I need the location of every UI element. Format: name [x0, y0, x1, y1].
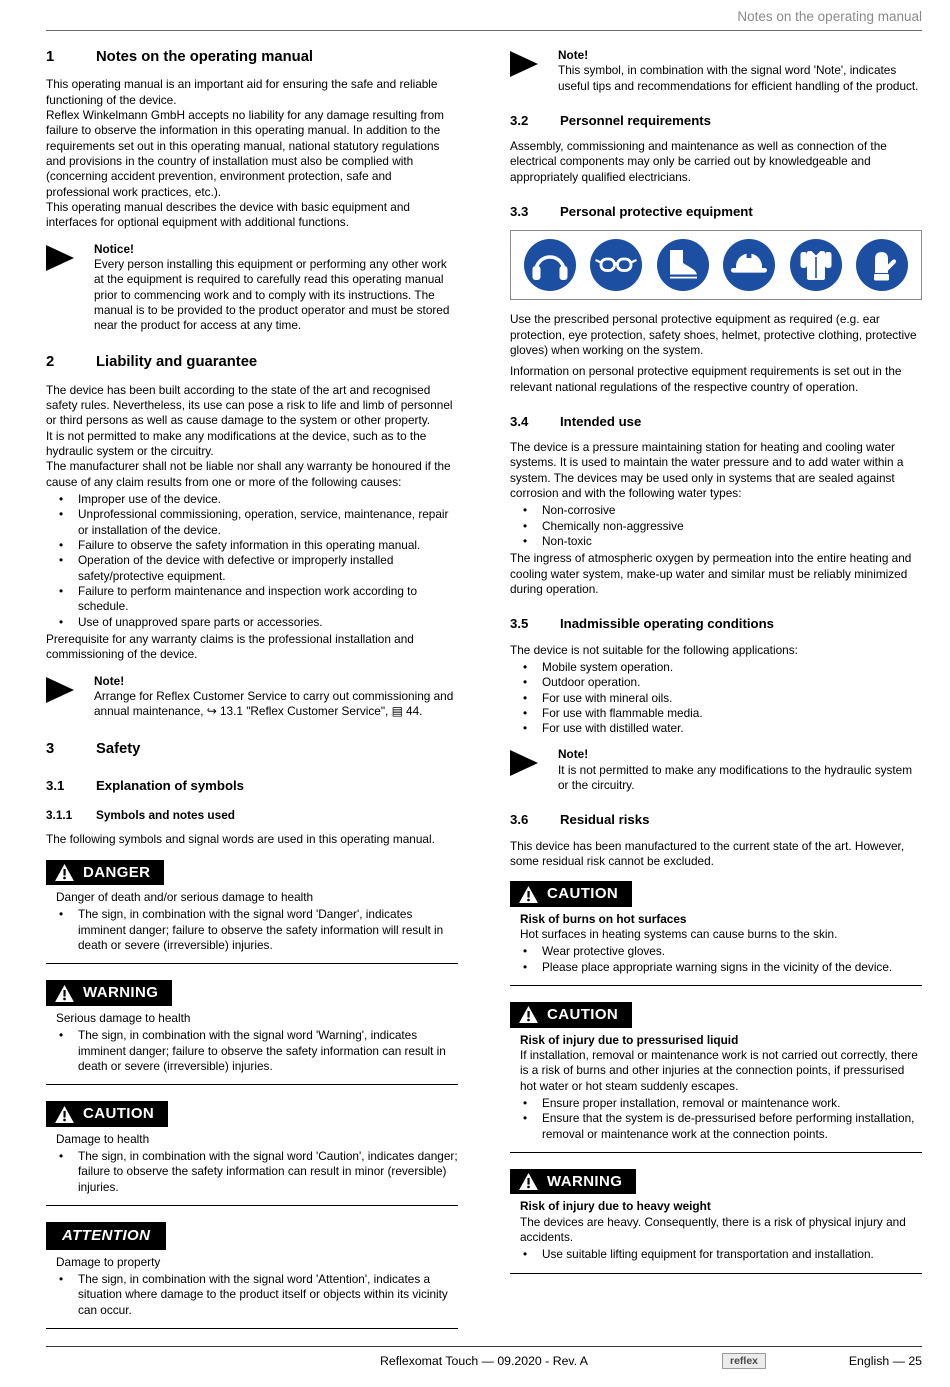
list-item: • Use of unapproved spare parts or accessories.: [46, 615, 458, 630]
note-block: [46, 674, 458, 720]
attention-box: [46, 1222, 458, 1329]
signal-word: CAUTION: [83, 1105, 155, 1123]
list-item: • Outdoor operation.: [510, 675, 922, 690]
caution-burns-box: [510, 881, 922, 986]
section-3-5-heading: [510, 615, 922, 632]
warning-triangle-icon: [55, 985, 74, 1002]
warning-label: [510, 1169, 636, 1195]
note-block: [510, 48, 922, 94]
section-title: Symbols and notes used: [96, 808, 235, 822]
paragraph: The device has been built according to the state of the art and recognised safety rules. Nevertheless, its use can pose a risk to life and limb of personnel or third persons as well as cause damage to the system or other property.: [46, 382, 453, 428]
notice-text: Every person installing this equipment or performing any other work at the equipment is required to carefully read this operating manual prior to commencing work and to comply with its instructions. The manual is to be provided to the product operator and must be stored near the product for access at any time.: [94, 256, 450, 333]
paragraph: This device has been manufactured to the current state of the art. However, some residual risk cannot be excluded.: [510, 838, 905, 868]
hazard-list: [46, 907, 458, 953]
section-3-2-heading: [510, 112, 922, 129]
list-item: • Operation of the device with defective or improperly installed safety/protective equipment.: [46, 553, 458, 584]
list-item: • The sign, in combination with the signal word 'Caution', indicates danger; failure to observe the safety information can result in minor (reversible) injuries.: [46, 1149, 458, 1195]
hazard-heading: Danger of death and/or serious damage to health: [56, 890, 314, 905]
section-number: 3.1: [46, 777, 65, 793]
list-item: • Ensure proper installation, removal or maintenance work.: [510, 1096, 922, 1111]
warning-triangle-icon: [55, 1106, 74, 1123]
right-column: [510, 48, 922, 1345]
hazard-heading: Serious damage to health: [56, 1010, 191, 1025]
note-arrow-icon: [510, 51, 538, 77]
paragraph: The following symbols and signal words are used in this operating manual.: [46, 832, 435, 847]
paragraph: It is not permitted to make any modifications at the device, such as to the hydraulic system or the circuitry.: [46, 428, 427, 459]
list-item: • Mobile system operation.: [510, 660, 922, 675]
section-3-6-heading: [510, 811, 922, 828]
signal-word: WARNING: [547, 1172, 623, 1190]
hazard-text: If installation, removal or maintenance work is not carried out correctly, there is a risk of burns and other injuries at the connection points, if pressurised hot water or hot steam suddenly escapes.: [520, 1047, 918, 1093]
list-item: • Non-toxic: [510, 534, 922, 549]
list-item: • Wear protective gloves.: [510, 944, 922, 959]
section-title: Personal protective equipment: [560, 204, 753, 220]
inadmissible-list: [510, 660, 922, 737]
signal-word: CAUTION: [547, 1006, 619, 1024]
note-label: Note!: [558, 747, 589, 762]
caution-box: [46, 1101, 458, 1206]
list-item: • The sign, in combination with the signal word 'Warning', indicates imminent danger; failure to observe the safety information can result in death or severe (irreversible) injuries.: [46, 1028, 458, 1074]
section-title: Notes on the operating manual: [96, 49, 314, 65]
section-number: 3.6: [510, 812, 529, 828]
list-item: • Failure to observe the safety information in this operating manual.: [46, 538, 458, 553]
hazard-list: [510, 1247, 922, 1262]
list-item: • Chemically non-aggressive: [510, 519, 922, 534]
list-item: • For use with mineral oils.: [510, 691, 922, 706]
note-arrow-icon: [46, 245, 74, 271]
list-item: • Improper use of the device.: [46, 492, 458, 507]
paragraph: Prerequisite for any warranty claims is the professional installation and commissioning of the device.: [46, 631, 414, 662]
signal-word: DANGER: [83, 863, 151, 881]
caution-label: [510, 1002, 632, 1028]
list-item: • Unprofessional commissioning, operation, service, maintenance, repair or installation of the device.: [46, 507, 458, 538]
hazard-list: [510, 944, 922, 975]
section-number: 3.2: [510, 112, 529, 128]
hazard-list: [46, 1028, 458, 1074]
section-number: 3: [46, 740, 55, 757]
section-title: Inadmissible operating conditions: [560, 616, 774, 632]
section-title: Liability and guarantee: [96, 354, 258, 371]
paragraph: Reflex Winkelmann GmbH accepts no liability for any damage resulting from failure to observe the information in this operating manual. In addition to the requirements set out in this operating manual, national statutory regulations and provisions in the country of installation must also be complied with (concerning accident prevention, environment protection, safe and professional work practices, etc.).: [46, 107, 444, 199]
section-3-4-heading: [510, 413, 922, 430]
ear-protection-icon: [523, 238, 577, 292]
hazard-heading: Damage to health: [56, 1131, 150, 1146]
hazard-text: The devices are heavy. Consequently, there is a risk of physical injury and accidents.: [520, 1214, 906, 1245]
section-number: 2: [46, 354, 55, 371]
section-number: 3.5: [510, 616, 529, 632]
danger-box: [46, 860, 458, 965]
reflex-logo: reflex: [722, 1353, 766, 1369]
hazard-heading: Risk of injury due to pressurised liquid: [520, 1032, 739, 1047]
note-arrow-icon: [46, 677, 74, 703]
notice-block: [46, 242, 458, 334]
section-1-heading: [46, 48, 458, 67]
section-title: Personnel requirements: [560, 112, 711, 128]
section-title: Intended use: [560, 413, 642, 429]
note-text: It is not permitted to make any modifications to the hydraulic system or the circuitry.: [558, 762, 913, 793]
running-title: Notes on the operating manual: [737, 9, 922, 24]
section-number: 3.4: [510, 413, 529, 429]
hazard-heading: Risk of injury due to heavy weight: [520, 1199, 711, 1214]
safety-helmet-icon: [722, 238, 776, 292]
protective-clothing-icon: [789, 238, 843, 292]
caution-label: [510, 881, 632, 907]
liability-causes-list: [46, 492, 458, 630]
list-item: • Ensure that the system is de-pressurised before performing installation, removal or maintenance work at the connection points.: [510, 1111, 922, 1142]
notice-body: [94, 242, 458, 334]
page-footer: [46, 1346, 922, 1376]
list-item: • For use with flammable media.: [510, 706, 922, 721]
warning-label: [46, 980, 172, 1006]
section-title: Residual risks: [560, 812, 650, 828]
warning-box: [46, 980, 458, 1085]
signal-word: CAUTION: [547, 885, 619, 903]
safety-boots-icon: [656, 238, 710, 292]
section-number: 3.3: [510, 204, 529, 220]
hazard-list: [510, 1096, 922, 1142]
warning-weight-box: [510, 1169, 922, 1274]
eye-protection-icon: [589, 238, 643, 292]
notice-label: Notice!: [94, 241, 134, 256]
hazard-heading: Damage to property: [56, 1254, 161, 1269]
section-3-heading: [46, 740, 458, 759]
note-body: [558, 48, 922, 94]
caution-label: [46, 1101, 168, 1127]
signal-word: WARNING: [83, 984, 159, 1002]
note-label: Note!: [558, 48, 589, 62]
paragraph: This operating manual is an important aid for ensuring the safe and reliable functioning of the device.: [46, 77, 438, 107]
list-item: • The sign, in combination with the signal word 'Danger', indicates imminent danger; failure to observe the safety information will result in death or severe (irreversible) injuries.: [46, 907, 458, 953]
section-title: Safety: [96, 740, 141, 757]
page-header: [46, 0, 922, 31]
list-item: • Failure to perform maintenance and inspection work according to schedule.: [46, 584, 458, 615]
danger-label: [46, 860, 164, 886]
ppe-pictograms: [510, 230, 922, 300]
note-body: [94, 674, 458, 720]
left-column: [46, 48, 458, 1345]
section-3-1-1-heading: [46, 808, 458, 823]
paragraph: The device is not suitable for the following applications:: [510, 642, 798, 657]
note-text: Arrange for Reflex Customer Service to carry out commissioning and annual maintenance, ↪ 13.1 "Reflex Customer Service", ▤ 44.: [94, 688, 454, 719]
page-number: English — 25: [848, 1354, 922, 1368]
list-item: • Non-corrosive: [510, 503, 922, 518]
paragraph: Assembly, commissioning and maintenance as well as connection of the electrical components may only be carried out by knowledgeable and appropriately qualified electricians.: [510, 139, 887, 184]
note-arrow-icon: [510, 750, 538, 776]
signal-word: ATTENTION: [62, 1227, 151, 1245]
hazard-list: [46, 1149, 458, 1195]
section-2-heading: [46, 353, 458, 372]
document-title: Reflexomat Touch — 09.2020 - Rev. A: [379, 1354, 589, 1368]
caution-liquid-box: [510, 1002, 922, 1153]
list-item: • Use suitable lifting equipment for transportation and installation.: [510, 1247, 922, 1262]
paragraph: The ingress of atmospheric oxygen by permeation into the entire heating and cooling water system, make-up water and similar must be reliably minimized during operation.: [510, 551, 912, 597]
note-body: [558, 747, 922, 793]
note-block: [510, 747, 922, 793]
warning-triangle-icon: [55, 864, 74, 881]
warning-triangle-icon: [519, 886, 538, 903]
note-label: Note!: [94, 673, 125, 688]
paragraph: The device is a pressure maintaining station for heating and cooling water systems. It is used to maintain the water pressure and to add water within a system. The devices may be used only in systems that are sealed against corrosion and with the following water types:: [510, 440, 904, 501]
content-columns: [46, 48, 922, 1345]
hazard-heading: Risk of burns on hot surfaces: [520, 911, 687, 926]
paragraph: Information on personal protective equipment requirements is set out in the relevant national regulations of the respective country of operation.: [510, 364, 902, 394]
warning-triangle-icon: [519, 1173, 538, 1190]
hazard-list: [46, 1272, 458, 1318]
paragraph: The manufacturer shall not be liable nor shall any warranty be honoured if the cause of any claim results from one or more of the following causes:: [46, 459, 451, 489]
warning-triangle-icon: [519, 1006, 538, 1023]
hazard-text: Hot surfaces in heating systems can cause burns to the skin.: [520, 927, 838, 942]
list-item: • Please place appropriate warning signs in the vicinity of the device.: [510, 960, 922, 975]
list-item: • The sign, in combination with the signal word 'Attention', indicates a situation where damage to the product itself or objects within its vicinity can occur.: [46, 1272, 458, 1318]
protective-gloves-icon: [855, 238, 909, 292]
section-3-3-heading: [510, 203, 922, 220]
section-number: 1: [46, 49, 55, 65]
section-number: 3.1.1: [46, 808, 73, 822]
note-text: This symbol, in combination with the signal word 'Note', indicates useful tips and recommendations for efficient handling of the product.: [558, 63, 919, 93]
paragraph: This operating manual describes the device with basic equipment and interfaces for optional equipment with additional functions.: [46, 199, 410, 230]
section-title: Explanation of symbols: [96, 777, 245, 793]
paragraph: Use the prescribed personal protective equipment as required (e.g. ear protection, eye protection, safety shoes, helmet, protective clothing, protective gloves) when working on the system.: [510, 312, 917, 357]
list-item: • For use with distilled water.: [510, 721, 922, 736]
attention-label: [46, 1222, 166, 1250]
water-types-list: [510, 503, 922, 549]
section-3-1-heading: [46, 777, 458, 794]
